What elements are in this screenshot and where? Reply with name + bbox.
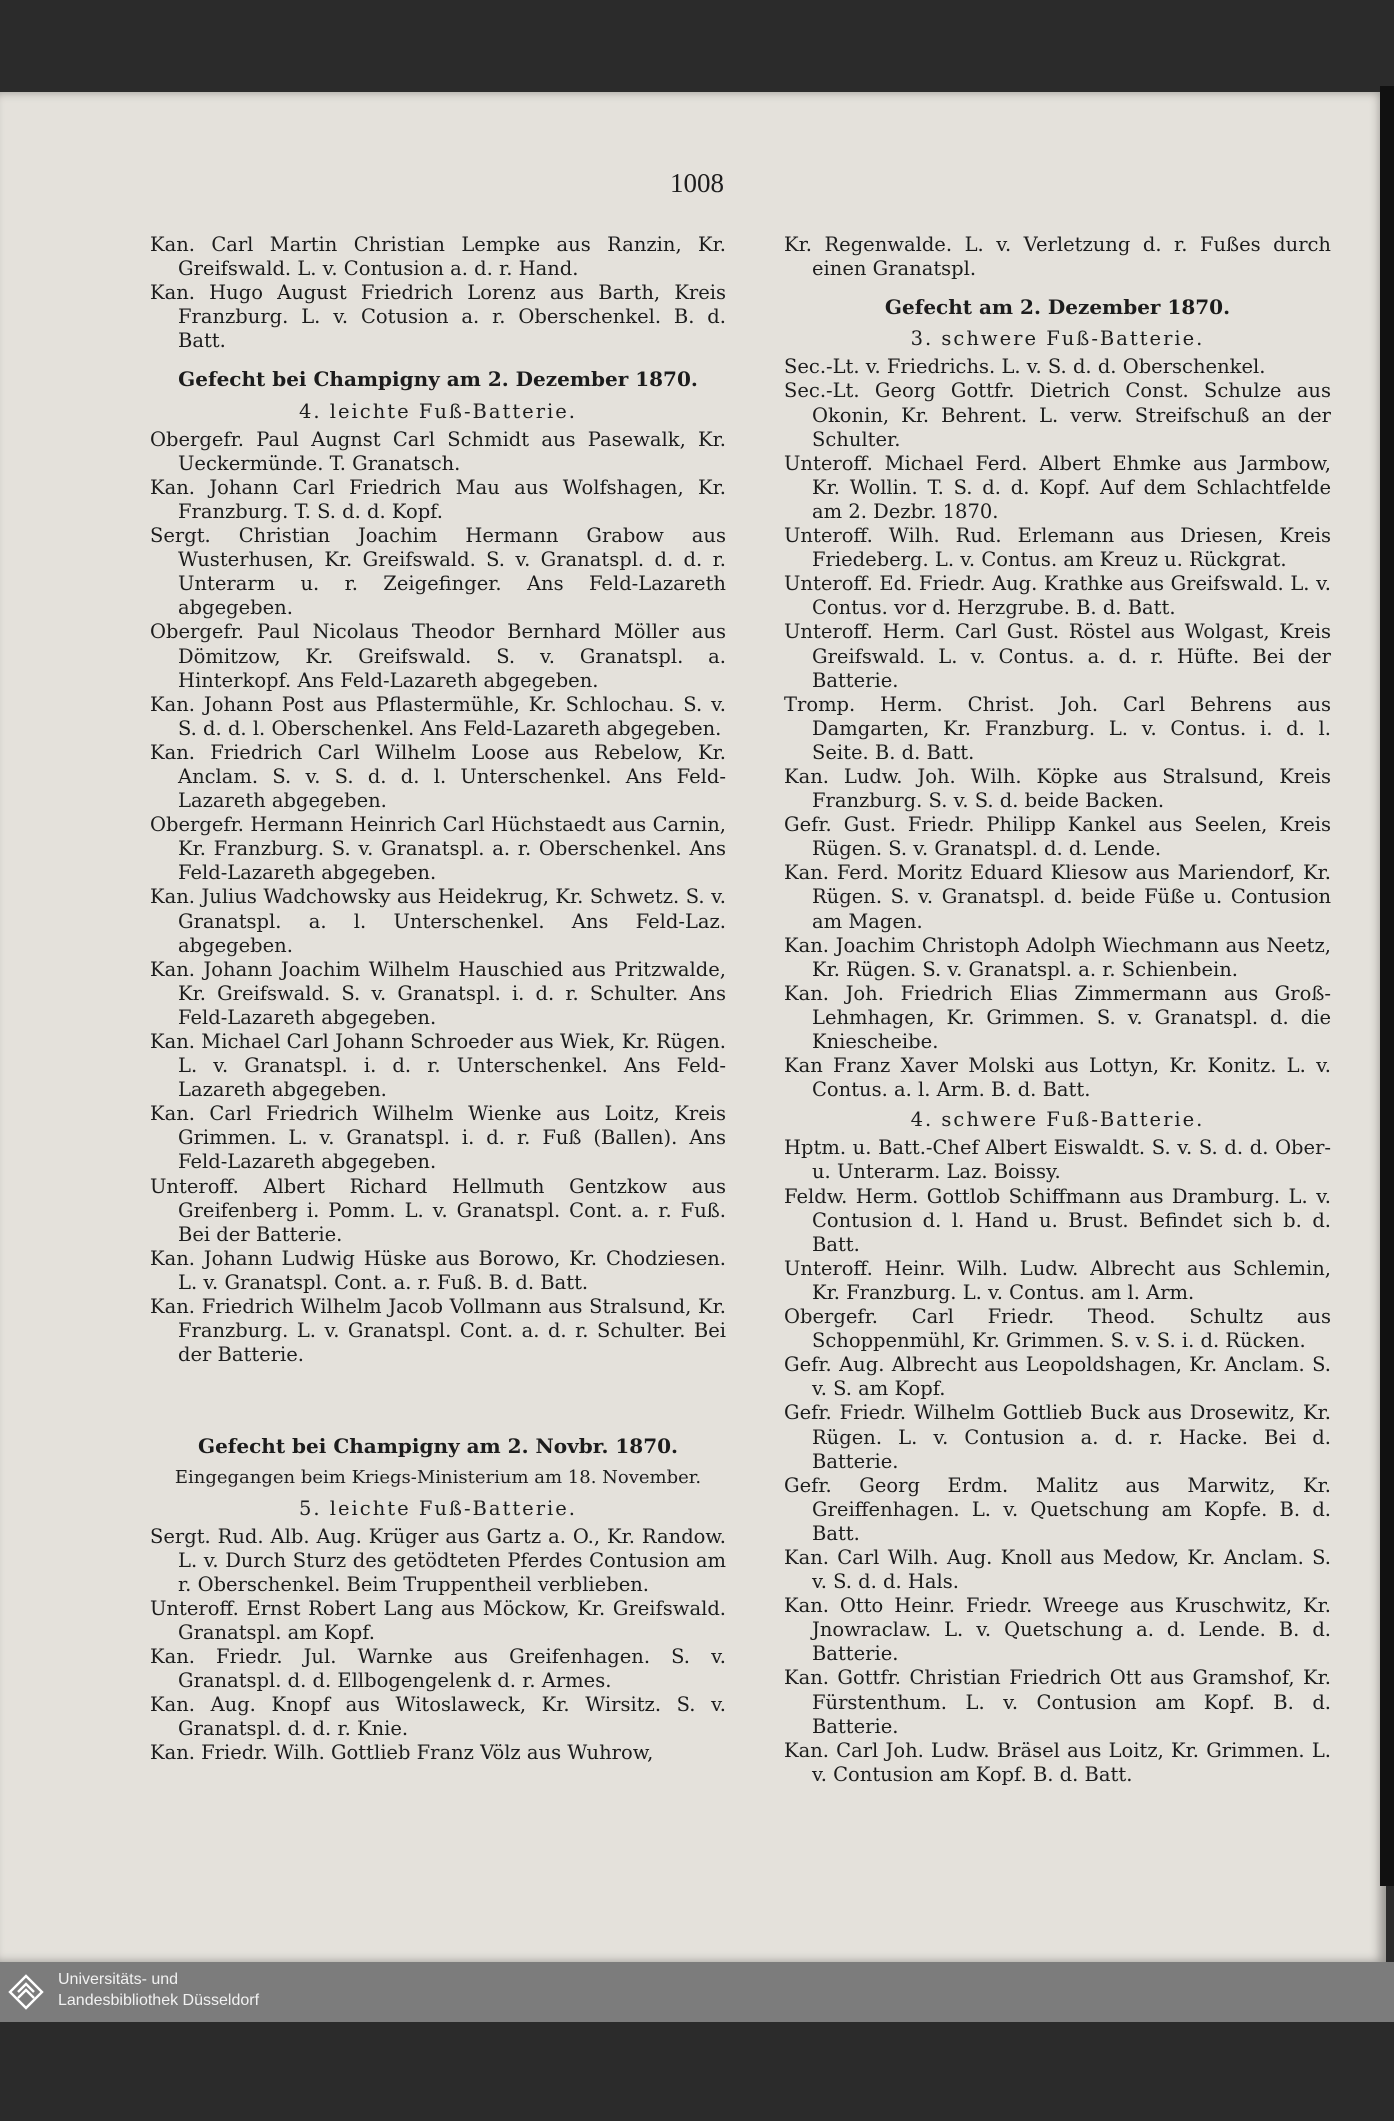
casualty-entry: Sergt. Rud. Alb. Aug. Krüger aus Gartz a. O., Kr. Randow. L. v. Durch Sturz des getödteten Pferdes Contusion am r. Oberschenkel. Beim Truppentheil verblieben.	[150, 1524, 726, 1596]
library-name	[58, 1969, 259, 2011]
battery-subheading: 4. leichte Fuß-Batterie.	[298, 399, 578, 423]
casualty-entry: Feldw. Herm. Gottlob Schiffmann aus Dramburg. L. v. Contusion d. l. Hand u. Brust. Befindet sich b. d. Batt.	[784, 1184, 1331, 1256]
section-heading: Gefecht bei Champigny am 2. Novbr. 1870.	[198, 1434, 678, 1459]
casualty-entry: Sec.-Lt. v. Friedrichs. L. v. S. d. d. Oberschenkel.	[784, 355, 1266, 379]
casualty-entry: Kan. Johann Joachim Wilhelm Hauschied aus Pritzwalde, Kr. Greifswald. S. v. Granatspl. i. d. r. Schulter. Ans Feld-Lazareth abgegeben.	[150, 957, 726, 1029]
casualty-entry: Gefr. Gust. Friedr. Philipp Kankel aus Seelen, Kreis Rügen. S. v. Granatspl. d. d. Lende.	[784, 813, 1331, 861]
casualty-entry: Sec.-Lt. Georg Gottfr. Dietrich Const. Schulze aus Okonin, Kr. Behrent. L. verw. Streifschuß an der Schulter.	[784, 379, 1331, 451]
casualty-entry: Sergt. Christian Joachim Hermann Grabow aus Wusterhusen, Kr. Greifswald. S. v. Granatspl. d. d. r. Unterarm u. r. Zeigefinger. Ans Feld-Lazareth abgegeben.	[150, 524, 726, 620]
right-column	[784, 233, 1331, 1787]
casualty-entry: Kan. Friedrich Wilhelm Jacob Vollmann aus Stralsund, Kr. Franzburg. L. v. Granatspl. Cont. a. d. r. Schulter. Bei der Batterie.	[150, 1295, 726, 1367]
battery-subheading: 3. schwere Fuß-Batterie.	[910, 327, 1205, 351]
ulb-logo-icon	[6, 1972, 46, 2012]
casualty-entry: Obergefr. Carl Friedr. Theod. Schultz aus Schoppenmühl, Kr. Grimmen. S. v. S. i. d. Rücken.	[784, 1305, 1331, 1353]
casualty-entry: Kan. Ferd. Moritz Eduard Kliesow aus Mariendorf, Kr. Rügen. S. v. Granatspl. d. beide Füße u. Contusion am Magen.	[784, 861, 1331, 933]
section-heading: Gefecht am 2. Dezember 1870.	[884, 295, 1231, 320]
casualty-entry: Kan. Carl Friedrich Wilhelm Wienke aus Loitz, Kreis Grimmen. L. v. Granatspl. i. d. r. Fuß (Ballen). Ans Feld-Lazareth abgegeben.	[150, 1102, 726, 1174]
casualty-entry: Unteroff. Ed. Friedr. Aug. Krathke aus Greifswald. L. v. Contus. vor d. Herzgrube. B. d. Batt.	[784, 572, 1331, 620]
section-heading: Gefecht bei Champigny am 2. Dezember 1870.	[178, 367, 698, 392]
section-gap	[150, 1387, 726, 1415]
casualty-entry: Kan. Johann Ludwig Hüske aus Borowo, Kr. Chodziesen. L. v. Granatspl. Cont. a. r. Fuß. B. d. Batt.	[150, 1246, 726, 1294]
casualty-entry: Kan. Joachim Christoph Adolph Wiechmann aus Neetz, Kr. Rügen. S. v. Granatspl. a. r. Schienbein.	[784, 933, 1331, 981]
page-edge-shadow	[1380, 86, 1394, 1886]
page-number: 1008	[670, 168, 724, 198]
library-name-line2: Landesbibliothek Düsseldorf	[58, 1992, 260, 2009]
casualty-entry: Kan. Ludw. Joh. Wilh. Köpke aus Stralsund, Kreis Franzburg. S. v. S. d. beide Backen.	[784, 764, 1331, 813]
casualty-entry: Kan. Joh. Friedrich Elias Zimmermann aus Groß-Lehmhagen, Kr. Grimmen. S. v. Granatspl. d. die Kniescheibe.	[784, 981, 1331, 1053]
battery-subheading: 4. schwere Fuß-Batterie.	[910, 1108, 1205, 1132]
casualty-entry: Unteroff. Wilh. Rud. Erlemann aus Driesen, Kreis Friedeberg. L. v. Contus. am Kreuz u. Rückgrat.	[784, 524, 1331, 572]
left-column	[150, 233, 726, 1766]
casualty-entry: Unteroff. Michael Ferd. Albert Ehmke aus Jarmbow, Kr. Wollin. T. S. d. d. Kopf. Auf dem Schlachtfelde am 2. Dezbr. 1870.	[784, 451, 1331, 523]
casualty-entry: Kan. Johann Post aus Pflastermühle, Kr. Schlochau. S. v. S. d. d. l. Oberschenkel. Ans Feld-Lazareth abgegeben.	[150, 692, 726, 740]
casualty-entry: Kan Franz Xaver Molski aus Lottyn, Kr. Konitz. L. v. Contus. a. l. Arm. B. d. Batt.	[784, 1054, 1331, 1102]
casualty-entry: Obergefr. Paul Augnst Carl Schmidt aus Pasewalk, Kr. Ueckermünde. T. Granatsch.	[150, 427, 726, 475]
casualty-entry: Gefr. Georg Erdm. Malitz aus Marwitz, Kr. Greiffenhagen. L. v. Quetschung am Kopfe. B. d. Batt.	[784, 1473, 1331, 1545]
casualty-entry: Kan. Friedr. Jul. Warnke aus Greifenhagen. S. v. Granatspl. d. d. Ellbogengelenk d. r. Armes.	[150, 1645, 726, 1693]
casualty-entry: Kan. Hugo August Friedrich Lorenz aus Barth, Kreis Franzburg. L. v. Cotusion a. r. Oberschenkel. B. d. Batt.	[150, 281, 726, 353]
casualty-entry: Kan. Gottfr. Christian Friedrich Ott aus Gramshof, Kr. Fürstenthum. L. v. Contusion am Kopf. B. d. Batterie.	[784, 1666, 1331, 1738]
casualty-entry: Kan. Friedrich Carl Wilhelm Loose aus Rebelow, Kr. Anclam. S. v. S. d. d. l. Unterschenkel. Ans Feld-Lazareth abgegeben.	[150, 740, 726, 813]
casualty-entry: Kan. Otto Heinr. Friedr. Wreege aus Kruschwitz, Kr. Jnowraclaw. L. v. Quetschung a. d. Lende. B. d. Batterie.	[784, 1594, 1331, 1666]
casualty-entry: Hptm. u. Batt.-Chef Albert Eiswaldt. S. v. S. d. d. Ober- u. Unterarm. Laz. Boissy.	[784, 1136, 1331, 1184]
casualty-entry: Obergefr. Hermann Heinrich Carl Hüchstaedt aus Carnin, Kr. Franzburg. S. v. Granatspl. a. r. Oberschenkel. Ans Feld-Lazareth abgegeben.	[150, 813, 726, 885]
casualty-entry: Unteroff. Herm. Carl Gust. Röstel aus Wolgast, Kreis Greifswald. L. v. Contus. a. d. r. Hüfte. Bei der Batterie.	[784, 620, 1331, 692]
casualty-entry: Kan. Julius Wadchowsky aus Heidekrug, Kr. Schwetz. S. v. Granatspl. a. l. Unterschenkel. Ans Feld-Laz. abgegeben.	[150, 885, 726, 957]
battery-subheading: 5. leichte Fuß-Batterie.	[298, 1496, 578, 1520]
library-name-line1: Universitäts- und	[58, 1971, 179, 1988]
casualty-entry: Unteroff. Albert Richard Hellmuth Gentzkow aus Greifenberg i. Pomm. L. v. Granatspl. Cont. a. r. Fuß. Bei der Batterie.	[150, 1174, 726, 1246]
section-note: Eingegangen beim Kriegs-Ministerium am 18. November.	[174, 1467, 702, 1489]
casualty-entry: Kan. Aug. Knopf aus Witoslaweck, Kr. Wirsitz. S. v. Granatspl. d. d. r. Knie.	[150, 1693, 726, 1741]
casualty-entry: Obergefr. Paul Nicolaus Theodor Bernhard Möller aus Dömitzow, Kr. Greifswald. S. v. Granatspl. a. Hinterkopf. Ans Feld-Lazareth abgegeben.	[150, 620, 726, 692]
casualty-entry: Kan. Michael Carl Johann Schroeder aus Wiek, Kr. Rügen. L. v. Granatspl. i. d. r. Unterschenkel. Ans Feld-Lazareth abgegeben.	[150, 1030, 726, 1102]
casualty-entry: Kr. Regenwalde. L. v. Verletzung d. r. Fußes durch einen Granatspl.	[784, 233, 1331, 281]
casualty-entry: Kan. Johann Carl Friedrich Mau aus Wolfshagen, Kr. Franzburg. T. S. d. d. Kopf.	[150, 475, 726, 523]
casualty-entry: Tromp. Herm. Christ. Joh. Carl Behrens aus Damgarten, Kr. Franzburg. L. v. Contus. i. d. l. Seite. B. d. Batt.	[784, 692, 1331, 764]
casualty-entry: Unteroff. Ernst Robert Lang aus Möckow, Kr. Greifswald. Granatspl. am Kopf.	[150, 1596, 726, 1644]
casualty-entry: Gefr. Aug. Albrecht aus Leopoldshagen, Kr. Anclam. S. v. S. am Kopf.	[784, 1353, 1331, 1401]
library-footer-bar	[0, 1962, 1394, 2022]
casualty-entry: Kan. Carl Martin Christian Lempke aus Ranzin, Kr. Greifswald. L. v. Contusion a. d. r. Hand.	[150, 233, 726, 281]
casualty-entry: Kan. Friedr. Wilh. Gottlieb Franz Völz aus Wuhrow,	[150, 1741, 654, 1765]
casualty-entry: Gefr. Friedr. Wilhelm Gottlieb Buck aus Drosewitz, Kr. Rügen. L. v. Contusion a. d. r. Hacke. Bei d. Batterie.	[784, 1401, 1331, 1473]
casualty-entry: Kan. Carl Wilh. Aug. Knoll aus Medow, Kr. Anclam. S. v. S. d. d. Hals.	[784, 1545, 1331, 1594]
casualty-entry: Unteroff. Heinr. Wilh. Ludw. Albrecht aus Schlemin, Kr. Franzburg. L. v. Contus. am l. Arm.	[784, 1256, 1331, 1304]
casualty-entry: Kan. Carl Joh. Ludw. Bräsel aus Loitz, Kr. Grimmen. L. v. Contusion am Kopf. B. d. Batt.	[784, 1738, 1331, 1786]
